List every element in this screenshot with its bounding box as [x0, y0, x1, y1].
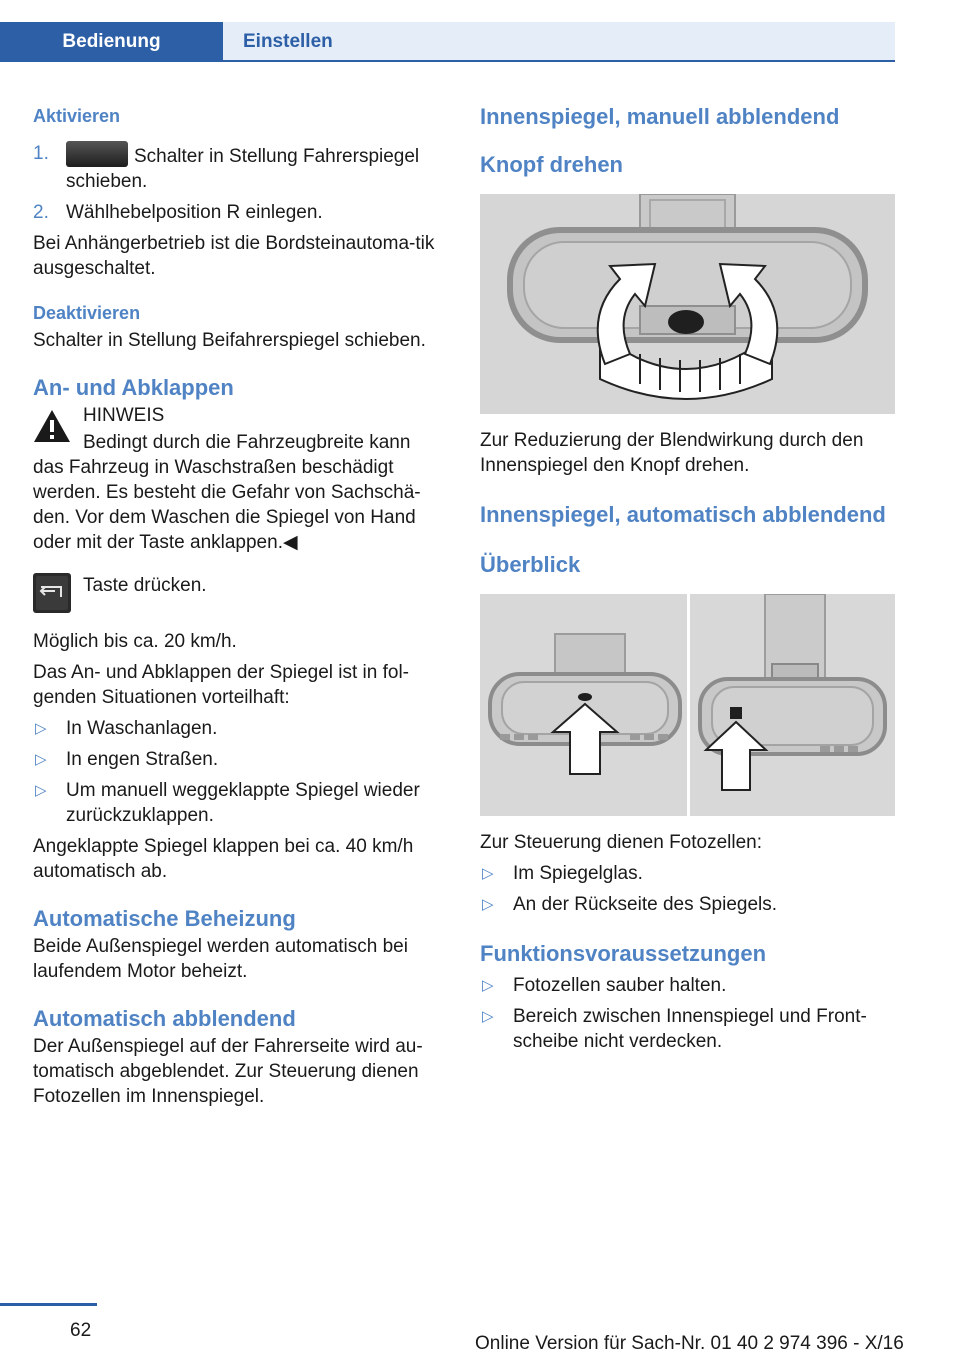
list-item: [480, 892, 895, 917]
mirror-knob-illustration: [480, 194, 895, 414]
heading-funktionsvoraussetzungen: Funktionsvoraussetzungen: [480, 941, 767, 966]
triangle-bullet-icon: ▷: [482, 977, 494, 994]
heading-innenspiegel-automatisch: Innenspiegel, automatisch abblendend: [480, 502, 886, 527]
right-column: [480, 100, 895, 1054]
list-item: [33, 716, 443, 741]
chapter-tabs: [0, 0, 895, 62]
list-item-text: Bereich zwischen Innenspiegel und Front‐scheibe nicht verdecken.: [513, 1006, 867, 1052]
triangle-bullet-icon: ▷: [482, 865, 494, 882]
triangle-bullet-icon: ▷: [35, 782, 47, 799]
heading-knopf-drehen: Knopf drehen: [480, 152, 623, 177]
beheizung-text: Beide Außenspiegel werden automatisch bei laufendem Motor beheizt.: [33, 936, 408, 982]
online-version-text: Online Version für Sach-Nr. 01 40 2 974 396 - X/16: [475, 1333, 904, 1354]
moeglich-text: Möglich bis ca. 20 km/h.: [33, 631, 237, 652]
vorteilhaft-text: Das An- und Abklappen der Spiegel ist in fol‐genden Situationen vorteilhaft:: [33, 662, 410, 708]
list-item-text: Um manuell weggeklappte Spiegel wieder zurückzuklappen.: [66, 780, 420, 826]
list-item-text: In engen Straßen.: [66, 749, 219, 770]
list-item-text: Im Spiegelglas.: [513, 863, 643, 884]
triangle-bullet-icon: ▷: [35, 751, 47, 768]
step-number: 2.: [33, 202, 49, 223]
hinweis-block: [33, 403, 443, 555]
list-item-text: In Waschanlagen.: [66, 718, 218, 739]
taste-text: Taste drücken.: [83, 575, 207, 596]
list-item-text: An der Rückseite des Spiegels.: [513, 894, 778, 915]
step-1: [33, 141, 443, 194]
fotozellen-text: Zur Steuerung dienen Fotozellen:: [480, 832, 763, 853]
list-item-text: Fotozellen sauber halten.: [513, 975, 727, 996]
list-item: [480, 861, 895, 886]
step-text: Schalter in Stellung Fahrerspiegel schieben.: [66, 146, 420, 192]
fold-button-icon: [33, 573, 71, 613]
anhaenger-text: Bei Anhängerbetrieb ist die Bordsteinautoma‐tik ausgeschaltet.: [33, 233, 435, 279]
list-item: [480, 973, 895, 998]
tab-underline: [0, 60, 895, 62]
heading-innenspiegel-manuell: Innenspiegel, manuell abblendend: [480, 104, 840, 129]
heading-abblendend: Automatisch abblendend: [33, 1006, 296, 1031]
heading-deaktivieren: Deaktivieren: [33, 303, 141, 323]
abblendend-text: Der Außenspiegel auf der Fahrerseite wird au‐tomatisch abgeblendet. Zur Steuerung dienen Fotozellen im Innenspiegel.: [33, 1036, 423, 1107]
heading-beheizung: Automatische Beheizung: [33, 906, 296, 931]
knopf-text: Zur Reduzierung der Blendwirkung durch den Innenspiegel den Knopf drehen.: [480, 430, 864, 476]
triangle-bullet-icon: ▷: [482, 896, 494, 913]
list-item: [33, 747, 443, 772]
step-text: Wählhebelposition R einlegen.: [66, 202, 323, 223]
hinweis-label: HINWEIS: [83, 405, 165, 426]
photocell-image: [480, 594, 895, 816]
angeklappt-text: Angeklappte Spiegel klappen bei ca. 40 km/h automatisch ab.: [33, 836, 414, 882]
triangle-bullet-icon: ▷: [482, 1008, 494, 1025]
heading-ueberblick: Überblick: [480, 552, 581, 577]
step-number: 1.: [33, 143, 49, 164]
list-item: [33, 778, 443, 828]
taste-block: [33, 573, 443, 617]
triangle-bullet-icon: ▷: [35, 720, 47, 737]
page-number: 62: [70, 1320, 92, 1341]
hinweis-text: Bedingt durch die Fahrzeugbreite kann das Fahrzeug in Waschstraßen beschädigt werden. Es besteht die Gefahr von Sachschä‐den. Vor dem Waschen die Spiegel von Hand oder mit der Taste anklappen.◀: [33, 432, 421, 553]
warning-icon: [33, 409, 71, 443]
footer-rule: [0, 1303, 97, 1306]
mirror-knob-image: [480, 194, 895, 414]
list-item: [480, 1004, 895, 1054]
heading-aktivieren: Aktivieren: [33, 106, 121, 126]
deaktivieren-text: Schalter in Stellung Beifahrerspiegel schieben.: [33, 330, 426, 351]
photocell-illustration: [480, 594, 895, 816]
tab-einstellen[interactable]: Einstellen: [223, 22, 895, 62]
heading-anklappen: An- und Abklappen: [33, 375, 234, 400]
left-column: [33, 100, 443, 1109]
mirror-switch-icon: [66, 141, 128, 167]
tab-bedienung[interactable]: Bedienung: [0, 22, 223, 62]
step-2: [33, 200, 443, 225]
